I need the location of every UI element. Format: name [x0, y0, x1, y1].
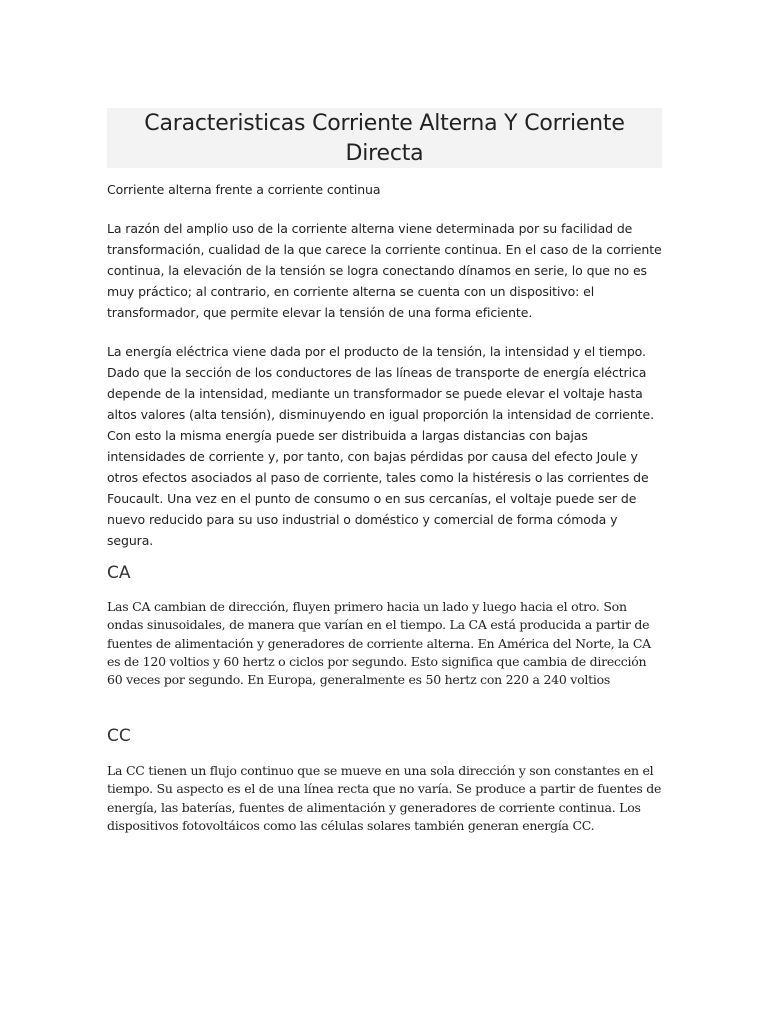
section-heading-ca: CA — [107, 563, 131, 583]
section-text-ca: Las CA cambian de dirección, fluyen primero hacia un lado y luego hacia el otro. Son ondas sinusoidales, de manera que varían en el tiempo. La CA está producida a partir de fuentes de alimentación y generadores de corriente alterna. En América del Norte, la CA es de 120 voltios y 60 hertz o ciclos por segundo. Esto significa que cambia de dirección 60 veces por segundo. En Europa, generalmente es 50 hertz con 220 a 240 voltios — [107, 599, 651, 688]
section-heading-cc: CC — [107, 726, 131, 746]
document-subtitle: Corriente alterna frente a corriente continua — [107, 182, 381, 197]
paragraph-energy: La energía eléctrica viene dada por el producto de la tensión, la intensidad y el tiempo. Dado que la sección de los conductores de las líneas de transporte de energía eléctrica depende de la intensidad, mediante un transformador se puede elevar el voltaje hasta altos valores (alta tensión), disminuyendo en igual proporción la intensidad de corriente. Con esto la misma energía puede ser distribuida a largas distancias con bajas intensidades de corriente y, por tanto, con bajas pérdidas por causa del efecto Joule y otros efectos asociados al paso de corriente, tales como la histéresis o las corrientes de Foucault. Una vez en el punto de consumo o en sus cercanías, el voltaje puede ser de nuevo reducido para su uso industrial o doméstico y comercial de forma cómoda y segura. — [107, 344, 654, 548]
paragraph-transformation: La razón del amplio uso de la corriente alterna viene determinada por su facilidad de transformación, cualidad de la que carece la corriente continua. En el caso de la corriente continua, la elevación de la tensión se logra conectando dínamos en serie, lo que no es muy práctico; al contrario, en corriente alterna se cuenta con un dispositivo: el transformador, que permite elevar la tensión de una forma eficiente. — [107, 221, 662, 320]
page-title: Caracteristicas Corriente Alterna Y Corriente Directa — [144, 111, 625, 166]
section-text-cc: La CC tienen un flujo continuo que se mueve en una sola dirección y son constantes en el tiempo. Su aspecto es el de una línea recta que no varía. Se produce a partir de fuentes de energía, las baterías, fuentes de alimentación y generadores de corriente continua. Los dispositivos fotovoltáicos como las células solares también generan energía CC. — [107, 763, 662, 833]
title-banner — [107, 108, 662, 168]
